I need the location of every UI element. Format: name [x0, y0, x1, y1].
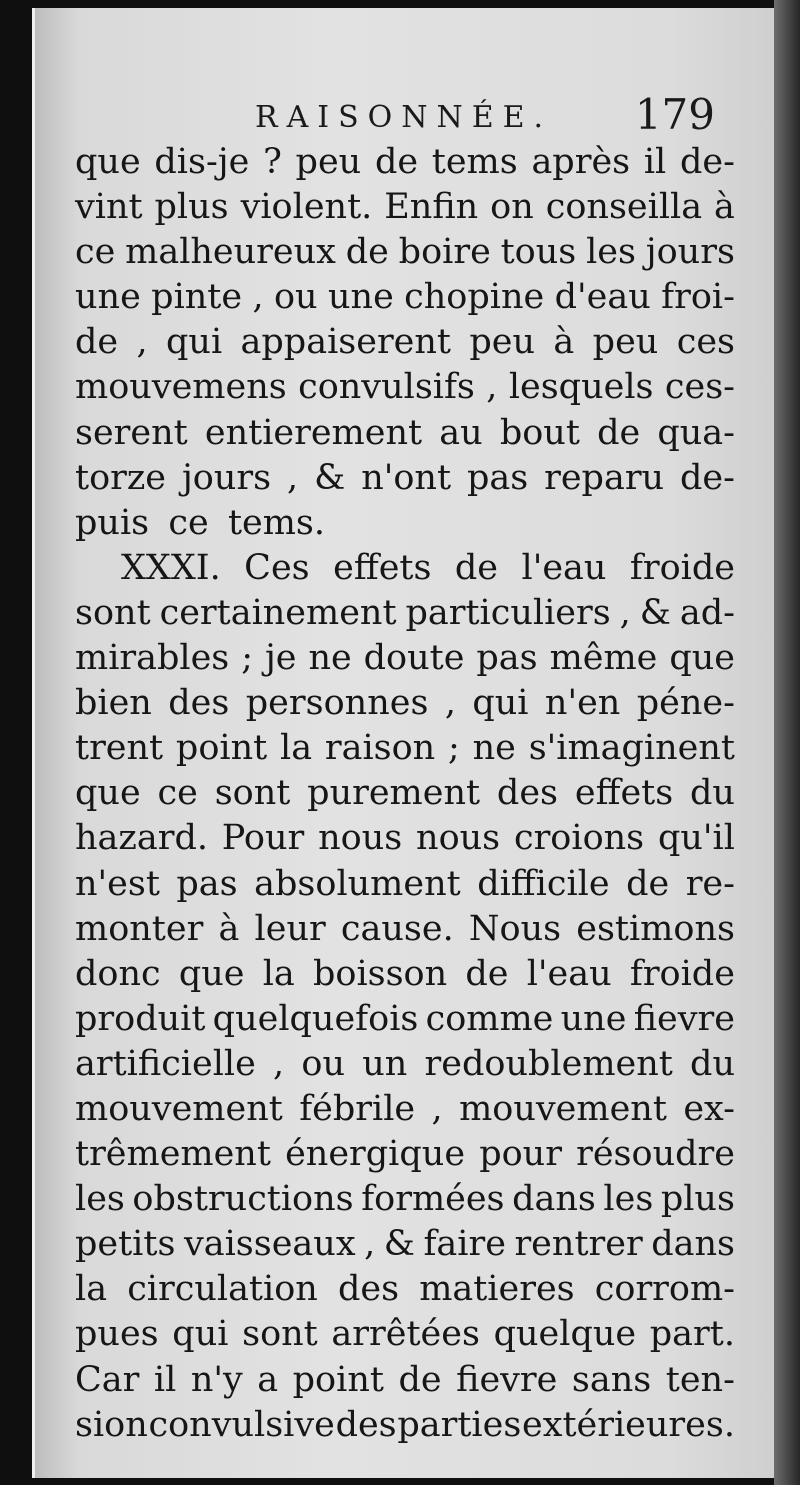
word: ou	[301, 1043, 346, 1084]
text-line	[75, 636, 735, 681]
text-line	[75, 726, 735, 771]
word: redoublement	[424, 1043, 673, 1084]
word: peu	[469, 322, 536, 363]
word: on	[490, 187, 534, 228]
text-line	[75, 681, 735, 726]
word: des	[168, 683, 230, 724]
word: ad-	[679, 592, 735, 633]
word: faire	[423, 1224, 506, 1265]
text-line	[75, 997, 735, 1042]
word: tous	[500, 232, 577, 273]
word: effets	[333, 547, 432, 588]
word: plus	[660, 1179, 735, 1220]
word: parties	[397, 1404, 522, 1445]
text-line	[75, 907, 735, 952]
text-line	[75, 1267, 735, 1312]
word: des	[335, 1404, 397, 1445]
word: raison	[324, 728, 436, 769]
text-line	[75, 1177, 735, 1222]
word: torze	[75, 457, 167, 498]
text-line	[75, 816, 735, 861]
word: une	[327, 277, 394, 318]
text-line	[75, 140, 735, 185]
word: sont	[242, 1314, 318, 1355]
word: à	[553, 322, 575, 363]
word: des	[496, 773, 559, 814]
word: qui	[472, 683, 529, 724]
word: ne	[308, 638, 352, 679]
word: n'en	[544, 683, 621, 724]
word: sion	[75, 1404, 148, 1445]
word: vaisseaux	[183, 1224, 356, 1265]
word: péne-	[636, 683, 735, 724]
word: qu'il	[657, 818, 735, 859]
word: à	[218, 908, 240, 949]
word: estimons	[576, 908, 735, 949]
word: du	[690, 1043, 735, 1084]
text-line	[75, 771, 735, 816]
word: de	[626, 863, 670, 904]
word: l'eau	[521, 547, 607, 588]
word: sont	[75, 592, 151, 633]
word: convulsive	[148, 1404, 335, 1445]
word: ne	[472, 728, 516, 769]
word: leur	[254, 908, 326, 949]
text-line	[75, 546, 735, 591]
word: sont	[214, 773, 291, 814]
word: tems	[431, 142, 518, 182]
word: mirables	[75, 638, 230, 679]
word: de	[454, 547, 499, 588]
word: ou	[273, 277, 318, 318]
word: n'ont	[361, 457, 452, 498]
word: a	[257, 1359, 279, 1400]
word: que	[75, 773, 141, 814]
word: &	[383, 1224, 415, 1265]
body-text	[75, 140, 735, 1448]
word: conseilla	[545, 187, 703, 228]
word: jours	[645, 232, 735, 273]
word: boisson	[312, 953, 448, 994]
text-line	[75, 1042, 735, 1087]
text-line	[75, 1222, 735, 1267]
word: croions	[513, 818, 645, 859]
word: résoudre	[576, 1134, 735, 1175]
word: corrom-	[594, 1269, 735, 1310]
word: extérieures.	[522, 1404, 735, 1445]
word: de	[465, 953, 509, 994]
word: peu	[295, 142, 362, 182]
word: pas	[476, 638, 538, 679]
word: les	[603, 1179, 654, 1220]
word: fébrile	[299, 1088, 416, 1129]
word: la	[262, 953, 295, 994]
word: &	[314, 457, 346, 498]
word: ces-	[664, 367, 735, 408]
word: la	[75, 1269, 108, 1310]
word: serent	[75, 412, 188, 453]
word: hazard.	[75, 818, 208, 859]
word: même	[549, 638, 658, 679]
word: d'eau	[554, 277, 651, 318]
word: qua-	[657, 412, 735, 453]
text-line	[75, 275, 735, 320]
word: mouvement	[75, 1088, 283, 1129]
word: donc	[75, 953, 161, 994]
word: sans	[571, 1359, 652, 1400]
text-line	[75, 1087, 735, 1132]
word: froi-	[661, 277, 735, 318]
text-line	[75, 411, 735, 456]
word: difficile	[477, 863, 610, 904]
word: jours	[181, 457, 272, 498]
word: reparu	[544, 457, 665, 498]
word: entierement	[204, 412, 423, 453]
word: ten-	[665, 1359, 735, 1400]
word: ;	[241, 638, 253, 679]
word: trêmement	[75, 1134, 271, 1175]
word: arrêtées	[331, 1314, 480, 1355]
word: fievre	[633, 998, 735, 1039]
word: absolument	[254, 863, 461, 904]
word: ,	[619, 592, 631, 633]
word: Nous	[468, 908, 562, 949]
word: lesquels	[508, 367, 654, 408]
word: circulation	[127, 1269, 318, 1310]
word: dans	[651, 1224, 735, 1265]
word: puis	[75, 502, 150, 543]
word: pues	[75, 1314, 159, 1355]
word: les	[75, 1179, 125, 1220]
running-head: RAISONNÉE.	[255, 100, 553, 135]
text-line	[75, 1312, 735, 1357]
word: nous	[318, 818, 403, 859]
word: froide	[629, 547, 735, 588]
word: produit	[75, 998, 206, 1039]
word: il	[643, 142, 667, 182]
word: Pour	[221, 818, 305, 859]
word: nous	[416, 818, 501, 859]
word: peu	[592, 322, 659, 363]
word: je	[264, 638, 297, 679]
word: ce	[75, 232, 116, 273]
word: vint	[75, 187, 143, 228]
text-line	[75, 501, 735, 546]
word: ex-	[683, 1088, 735, 1129]
word: n'est	[75, 863, 160, 904]
word: violent.	[240, 187, 373, 228]
word: il	[153, 1359, 177, 1400]
word: à	[714, 187, 735, 228]
word: plus	[154, 187, 229, 228]
word: tems.	[227, 502, 325, 543]
text-line	[75, 591, 735, 636]
word: bout	[499, 412, 580, 453]
word: que	[669, 638, 735, 679]
word: quelquefois	[212, 998, 419, 1039]
word: point	[175, 728, 268, 769]
word: que	[178, 953, 245, 994]
text-line	[75, 1132, 735, 1177]
page-number: 179	[634, 90, 715, 139]
word: ,	[444, 683, 456, 724]
word: convulsifs	[298, 367, 475, 408]
word: petits	[75, 1224, 176, 1265]
text-line	[75, 185, 735, 230]
word: particuliers	[405, 592, 611, 633]
word: qui	[172, 1314, 229, 1355]
text-line	[75, 230, 735, 275]
word: ?	[263, 142, 282, 182]
word: Enfin	[384, 187, 479, 228]
word: malheureux	[125, 232, 336, 273]
word: re-	[685, 863, 735, 904]
word: l'eau	[526, 953, 612, 994]
text-line	[75, 1403, 735, 1448]
text-line	[75, 952, 735, 997]
word: comme	[425, 998, 554, 1039]
word: ,	[287, 457, 299, 498]
word: qui	[166, 322, 223, 363]
word: pinte	[151, 277, 243, 318]
word: purement	[307, 773, 481, 814]
word: au	[439, 412, 483, 453]
word: fievre	[456, 1359, 558, 1400]
text-line	[75, 456, 735, 501]
word: de-	[680, 457, 735, 498]
word: une	[75, 277, 141, 318]
word: trent	[75, 728, 164, 769]
word: matieres	[419, 1269, 575, 1310]
word: pas	[176, 863, 238, 904]
word: ,	[136, 322, 148, 363]
word: boire	[398, 232, 491, 273]
word: de	[345, 232, 389, 273]
word: mouvemens	[75, 367, 287, 408]
word: après	[531, 142, 631, 182]
word: personnes	[245, 683, 429, 724]
word: appaiserent	[240, 322, 451, 363]
word: doute	[363, 638, 465, 679]
word: du	[690, 773, 735, 814]
word: monter	[75, 908, 204, 949]
word: de	[398, 1359, 442, 1400]
word: ,	[364, 1224, 376, 1265]
text-line	[75, 365, 735, 410]
text-line	[75, 862, 735, 907]
word: de	[75, 322, 119, 363]
page-edge-shadow	[774, 0, 800, 1485]
word: dis-je	[154, 142, 250, 182]
text-line	[75, 320, 735, 365]
word: énergique	[285, 1134, 466, 1175]
word: de-	[679, 142, 735, 182]
word: part.	[649, 1314, 735, 1355]
word: Car	[75, 1359, 140, 1400]
word: cause.	[340, 908, 454, 949]
word: des	[337, 1269, 400, 1310]
word: point	[292, 1359, 384, 1400]
word: pas	[466, 457, 529, 498]
word: XXXI.	[121, 547, 221, 588]
word: chopine	[404, 277, 545, 318]
word: ,	[486, 367, 498, 408]
word: mouvement	[459, 1088, 667, 1129]
word: un	[362, 1043, 408, 1084]
word: froide	[629, 953, 735, 994]
word: obstructions	[132, 1179, 354, 1220]
word: &	[639, 592, 671, 633]
word: ce	[168, 502, 209, 543]
word: la	[280, 728, 313, 769]
word: effets	[574, 773, 674, 814]
word: rentrer	[514, 1224, 643, 1265]
word: de	[597, 412, 641, 453]
word: ,	[273, 1043, 285, 1084]
word: certainement	[159, 592, 397, 633]
word: que	[75, 142, 141, 182]
word: n'y	[190, 1359, 243, 1400]
word: ce	[157, 773, 198, 814]
word: formées	[361, 1179, 505, 1220]
word: Ces	[244, 547, 310, 588]
text-line	[75, 1358, 735, 1403]
word: une	[560, 998, 627, 1039]
word: ,	[252, 277, 264, 318]
word: ,	[431, 1088, 443, 1129]
word: ces	[676, 322, 735, 363]
word: dans	[512, 1179, 596, 1220]
word: pour	[479, 1134, 562, 1175]
word: de	[374, 142, 419, 182]
word: les	[586, 232, 636, 273]
word: ;	[448, 728, 460, 769]
page-header	[75, 90, 735, 140]
word: quelque	[493, 1314, 637, 1355]
word: s'imaginent	[528, 728, 735, 769]
word: bien	[75, 683, 152, 724]
word: artificielle	[75, 1043, 256, 1084]
